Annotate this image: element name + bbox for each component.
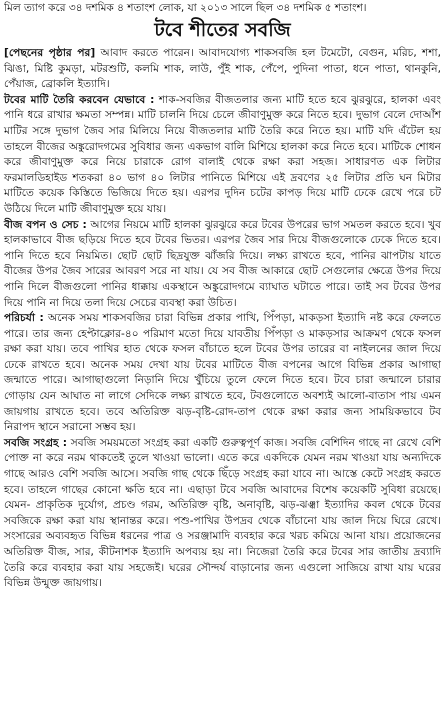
- article-title: টবে শীতের সবজি: [154, 19, 291, 41]
- paragraph-text: অনেক সময় শাকসবজির চারা বিভিন্ন প্রকার পাখি, পিঁপড়া, মাকড়সা ইত্যাদি নষ্ট করে ফেলতে পারে। তার জন্য হেপ্টাক্লোর-৪০ পরিমাণ মতো দিয়ে যাবতীয় পিঁপড়া ও মাকড়সার আক্রমণ থেকে ফসল রক্ষা করা যায়। তবে পাখির হাত থেকে ফসল বাঁচাতে হলে টবের উপর তারের বা নাইলনের জাল দিয়ে ঢেকে রাখতে হবে। অনেক সময় দেখা যায় টবের মাটিতে বীজ বপনের আগে বিভিন্ন প্রকার আগাছা জন্মাতে পারে। আগাছাগুলো নিড়ানি দিয়ে খুঁচিয়ে তুলে ফেলে দিতে হবে। টবে চারা জন্মালে চারার গোড়ায় যেন আঘাত না লাগে সেদিকে লক্ষ্য রাখতে হবে, টবগুলোতে অবশ্যই আলো-বাতাস পায় এমন জায়গায় রাখতে হবে। তবে অতিরিক্ত ঝড়-বৃষ্টি-রোদ-তাপ থেকে রক্ষা করার জন্য সাময়িকভাবে টব নিরাপদ স্থানে সরানো সম্ভব হয়।: [4, 312, 441, 434]
- paragraph-care: [4, 311, 441, 436]
- paragraph-text: আবাদ করতে পারেন। আবাদযোগ্য শাকসবজি হল টমেটো, বেগুন, মরিচ, শশা, ঝিঙা, মিষ্টি কুমড়া, মটরশুটি, কলমি শাক, লাউ, পুঁই শাক, পেঁপে, পুদিনা পাতা, ধনে পাতা, থানকুনি, পেঁয়াজ, ব্রোকলি ইত্যাদি।: [4, 47, 442, 91]
- paragraph-harvest: [4, 436, 441, 592]
- paragraph-soil-preparation: [4, 93, 441, 218]
- continuation-note: [পেছনের পৃষ্ঠার পর]: [4, 47, 96, 59]
- newspaper-clipping: [0, 1, 447, 715]
- section-heading: টবের মাটি তৈরি করবেন যেভাবে :: [4, 93, 155, 106]
- section-heading: সবজি সংগ্রহ :: [4, 436, 67, 449]
- paragraph-text: শাক-সবজির বীজতলার জন্য মাটি হতে হবে ঝুরঝুরে, হালকা এবং পানি ধরে রাখার ক্ষমতা সম্পন্ন। মাটি চালনি দিয়ে চেলে জীবাণুমুক্ত করে নিতে হবে। দুভাগ বেলে দোআঁশ মাটির সঙ্গে দুভাগ জৈব সার মিলিয়ে নিয়ে বীজতলার মাটি তৈরি করে নিতে হয়। মাটি যদি এঁটেল হয় তাহলে বীজের অঙ্কুরোদগমের সুবিধার জন্য একভাগ বালি মিশিয়ে হালকা করে নিতে হবে। মাটিকে শোধন করে জীবাণুমুক্ত করে নিয়ে চারাকে রোগ বালাই থেকে রক্ষা করা সহজ। সাধারণত এক লিটার ফরমালডিহাইড শতকরা ৪০ ভাগ ৪০ লিটার পানিতে মিশিয়ে এই দ্রবণের ২৫ লিটার প্রতি ঘন মিটার মাটিতে কয়েক কিস্তিতে ভিজিয়ে দিতে হয়। এরপর দুদিন চটের কাপড় দিয়ে মাটি ঢেকে রেখে পরে চট উঠিয়ে দিলে মাটি জীবাণুমুক্ত হয়ে যায়।: [4, 93, 442, 215]
- section-heading: পরিচর্যা :: [4, 312, 44, 325]
- paragraph-text: সবজি সময়মতো সংগ্রহ করা একটি গুরুত্বপূর্ণ কাজ। সবজি বেশিদিন গাছে না রেখে বেশি পোক্ত না করে নরম থাকতেই তুলে খাওয়া ভালো। এতে করে একদিকে যেমন নরম খাওয়া যায় অন্যদিকে গাছে আরও বেশি সবজি আসে। সবজি গাছ থেকে ছিঁড়ে সংগ্রহ করা যাবে না। আস্তে কেটে সংগ্রহ করতে হবে। তাহলে গাছের কোনো ক্ষতি হবে না। এছাড়া টবে সবজি আবাদের বিশেষ কয়েকটি সুবিধা রয়েছে। যেমন- প্রাকৃতিক দুর্যোগ, প্রচণ্ড গরম, অতিরিক্ত বৃষ্টি, অনাবৃষ্টি, ঝড়-ঝঞ্ঝা ইত্যাদির কবল থেকে টবের সবজিকে রক্ষা করা যায় স্থানান্তর করে। পশু-পাখির উপদ্রব থেকে বাঁচানো যায় জাল দিয়ে ঘিরে রেখে। সংসারের অব্যবহৃত বিভিন্ন ধরনের পাত্র ও সরঞ্জামাদি ব্যবহার করে খরচ কমিয়ে আনা যায়। প্রয়োজনের অতিরিক্ত বীজ, সার, কীটনাশক ইত্যাদি অপব্যয় হয় না। নিজেরা তৈরি করে টবের সার জাতীয় দ্রব্যাদি তৈরি করে ব্যবহার করা যায় সহজেই। ঘরের সৌন্দর্য বাড়ানোর জন্য এগুলো সাজিয়ে রাখা যায় ঘরের বিভিন্ন উন্মুক্ত জায়গায়।: [4, 436, 441, 590]
- previous-article-tail: মিল ত্যাগ করে ৩৪ দশমিক ৪ শতাংশ লোক, যা ২০১৩ সালে ছিল ৩৪ দশমিক ৫ শতাংশ।: [4, 2, 367, 14]
- paragraph-intro: [4, 46, 441, 93]
- section-heading: বীজ বপন ও সেচ :: [4, 218, 87, 231]
- paragraph-text: আগের নিয়মে মাটি হালকা ঝুরঝুরে করে টবের উপরের ভাগ সমতল করতে হবে। খুব হালকাভাবে বীজ ছড়িয়ে দিতে হবে টবের ভিতর। এরপর জৈব সার দিয়ে বীজগুলোকে ঢেকে দিতে হবে। পানি দিতে হবে নিয়মিত। ছোট ছোট ছিদ্রযুক্ত ঝাঁজরি দিয়ে। লক্ষ্য রাখতে হবে, পানির ঝাপটায় যাতে বীজের উপর জৈব সারের আবরণ সরে না যায়। যে সব বীজ আকারে ছোট সেগুলোর ক্ষেত্রে উপর দিয়ে পানি দিলে বীজগুলো পানির ধাক্কায় একস্থানে অঙ্কুরোদগমে ব্যাঘাত ঘটাতে পারে। তাই সব টবের উপর দিয়ে পানি না দিয়ে তলা দিয়ে সেচের ব্যবস্থা করা উচিত।: [4, 218, 441, 309]
- paragraph-sowing-irrigation: [4, 218, 441, 312]
